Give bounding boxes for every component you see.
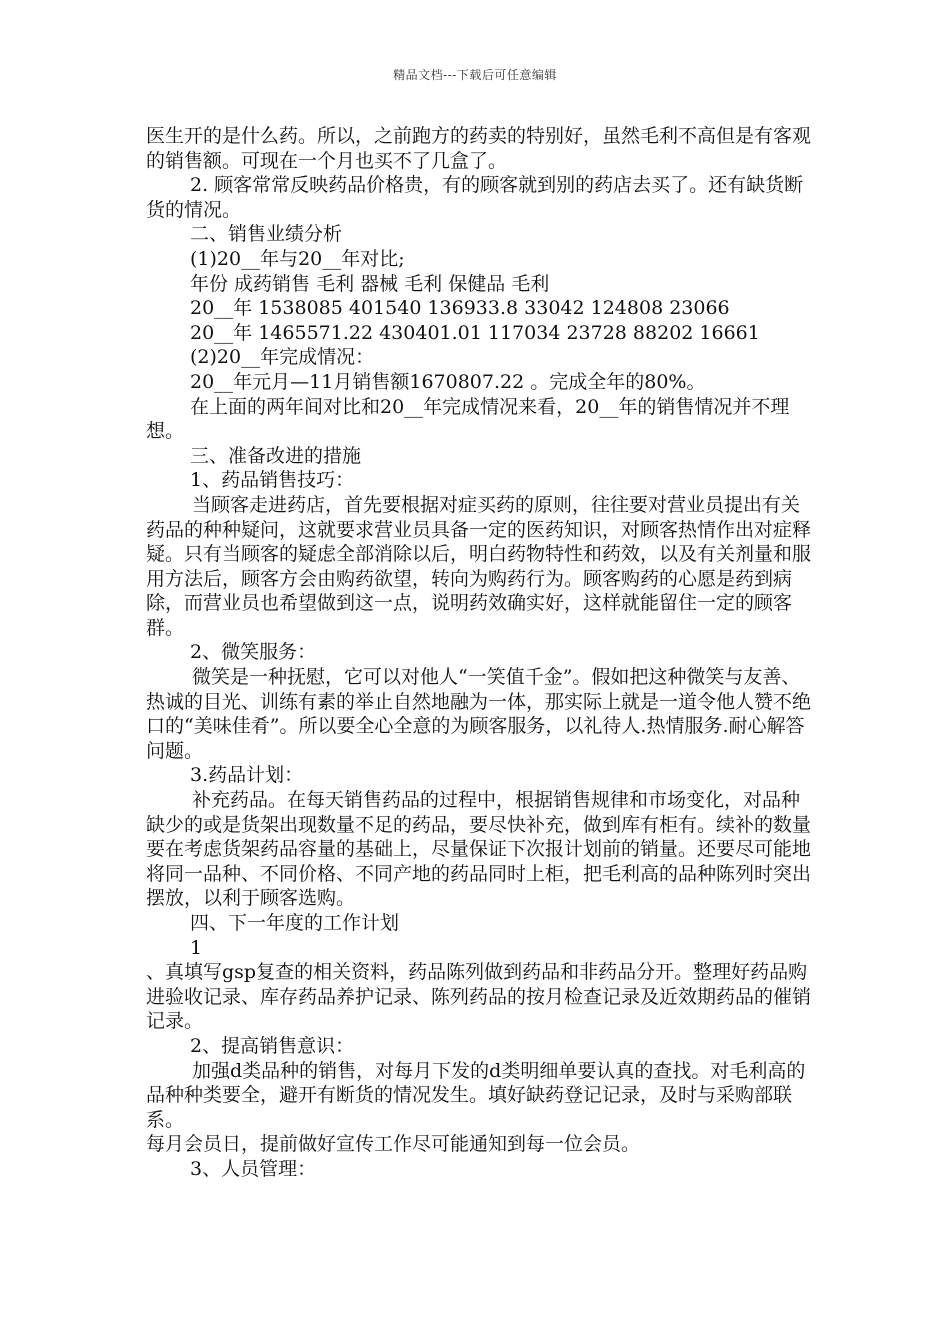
table-row: 20__年 1538085 401540 136933.8 33042 124808 23066 bbox=[190, 297, 730, 320]
subheading: (2)20__年完成情况： bbox=[190, 346, 375, 369]
section-heading: 二、销售业绩分析 bbox=[190, 223, 343, 246]
subheading: 3.药品计划： bbox=[190, 764, 304, 787]
section-heading: 三、准备改进的措施 bbox=[190, 444, 362, 467]
paragraph: 当顾客走进药店，首先要根据对症买药的原则，往往要对营业员提出有关药品的种种疑问，这就要求营业员具备一定的医药知识，对顾客热情作出对症释疑。只有当顾客的疑虑全部消除以后，明白药物特性和药效，以及有关剂量和服用方法后，顾客方会由购药欲望，转向为购药行为。顾客购药的心愿是药到病除，而营业员也希望做到这一点，说明药效确实好，这样就能留住一定的顾客群。 bbox=[146, 493, 812, 639]
table-header-row: 年份 成药销售 毛利 器械 毛利 保健品 毛利 bbox=[190, 272, 550, 295]
document-body bbox=[146, 124, 814, 1182]
paragraph: 每月会员日，提前做好宣传工作尽可能通知到每一位会员。 bbox=[146, 1133, 641, 1156]
paragraph: 医生开的是什么药。所以，之前跑方的药卖的特别好，虽然毛利不高但是有客观的销售额。可现在一个月也买不了几盒了。 bbox=[146, 125, 812, 172]
subheading: 3、人员管理： bbox=[190, 1157, 317, 1180]
subheading: 2、微笑服务： bbox=[190, 641, 317, 664]
table-row: 20__年 1465571.22 430401.01 117034 23728 88202 16661 bbox=[190, 321, 760, 344]
subheading: 1、药品销售技巧： bbox=[190, 469, 355, 492]
paragraph: 20__年元月—11月销售额1670807.22 。完成全年的80%。 bbox=[190, 370, 706, 393]
subheading: 2、提高销售意识： bbox=[190, 1034, 355, 1057]
paragraph: 2. 顾客常常反映药品价格贵，有的顾客就到别的药店去买了。还有缺货断货的情况。 bbox=[146, 174, 804, 221]
paragraph: 补充药品。在每天销售药品的过程中，根据销售规律和市场变化，对品种缺少的或是货架出现数量不足的药品，要尽快补充，做到库有柜有。续补的数量要在考虑货架药品容量的基础上，尽量保证下次报计划前的销量。还要尽可能地将同一品种、不同价格、不同产地的药品同时上柜，把毛利高的品种陈列时突出摆放，以利于顾客选购。 bbox=[146, 789, 812, 910]
paragraph: 加强d类品种的销售，对每月下发的d类明细单要认真的查找。对毛利高的品种种类要全，避开有断货的情况发生。填好缺药登记记录，及时与采购部联系。 bbox=[146, 1059, 806, 1131]
page-header: 精品文档---下载后可任意编辑 bbox=[393, 68, 557, 82]
section-heading: 四、下一年度的工作计划 bbox=[190, 912, 400, 934]
paragraph: 微笑是一种抚慰，它可以对他人“一笑值千金”。假如把这种微笑与友善、热诚的目光、训练有素的举止自然地融为一体，那实际上就是一道令他人赞不绝口的“美味佳肴”。所以要全心全意的为顾客服务，以礼待人.热情服务.耐心解答问题。 bbox=[146, 666, 812, 762]
paragraph: 、真填写gsp复查的相关资料，药品陈列做到药品和非药品分开。整理好药品购进验收记录、库存药品养护记录、陈列药品的按月检查记录及近效期药品的催销记录。 bbox=[146, 961, 812, 1033]
paragraph: 在上面的两年间对比和20__年完成情况来看，20__年的销售情况并不理想。 bbox=[146, 395, 790, 443]
subheading: (1)20__年与20__年对比; bbox=[190, 247, 405, 270]
list-number: 1 bbox=[190, 936, 203, 959]
